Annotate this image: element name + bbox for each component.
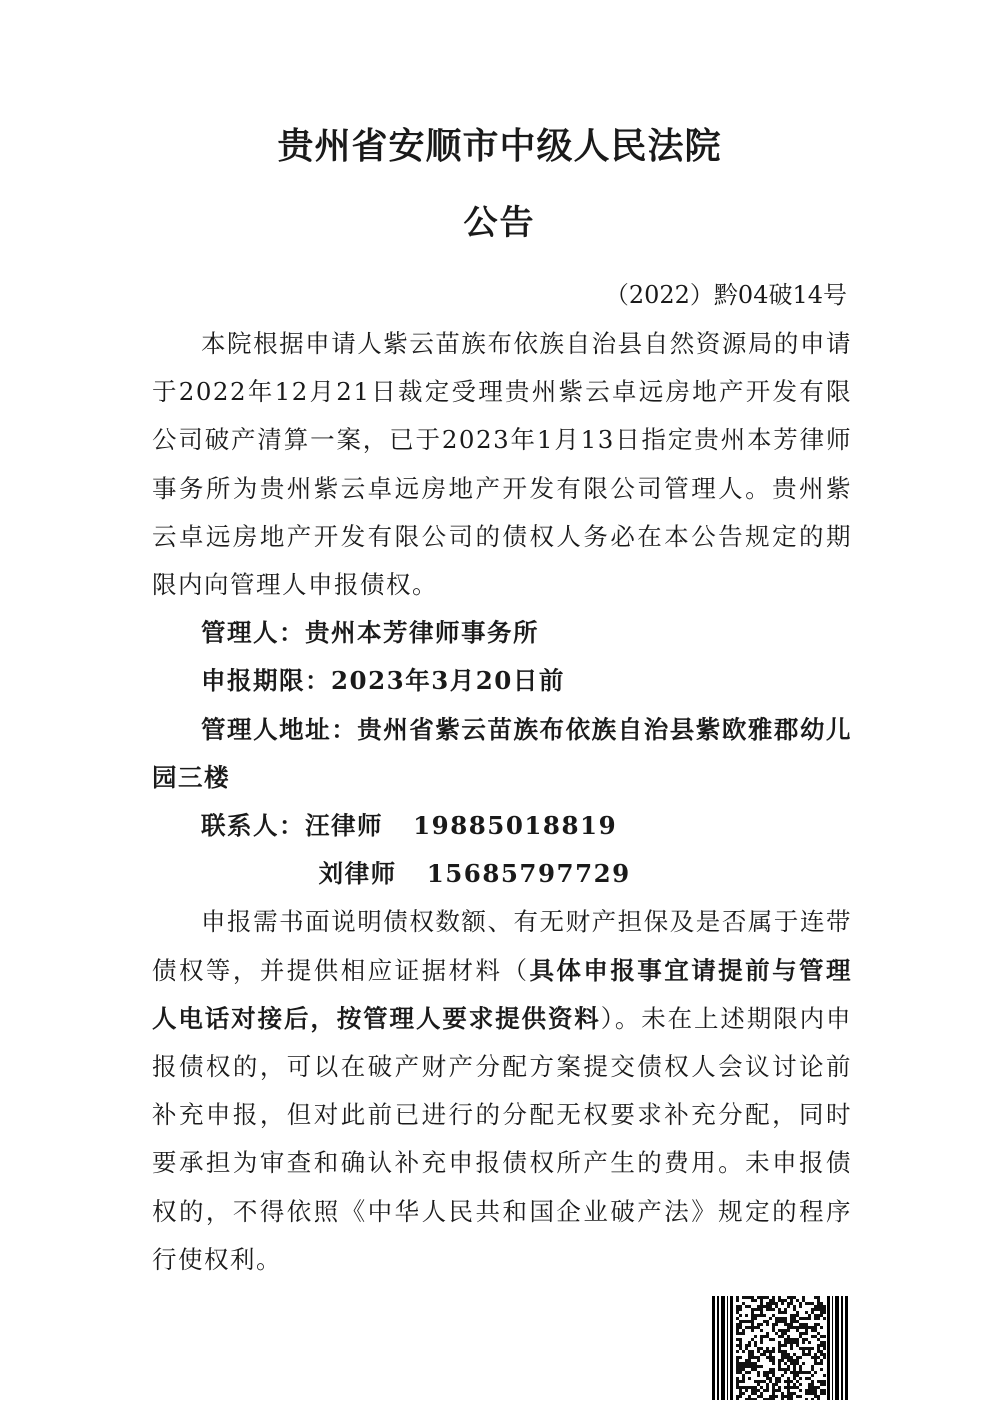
- deadline-value: 2023年3月20日前: [331, 666, 565, 696]
- filing-text-start: 申报需书面说明债权数额、有无财产担保及是否属于连带债权等，并提供相应证据材料（: [152, 907, 852, 985]
- contact-label: 联系人：: [201, 811, 305, 841]
- contact-2-phone: 15685797729: [426, 859, 631, 889]
- deadline-label: 申报期限：: [201, 666, 331, 696]
- deadline-line: [152, 657, 852, 705]
- barcode-pattern: [736, 1296, 826, 1400]
- court-name: 贵州省安顺市中级人民法院: [277, 126, 722, 167]
- contact-1-phone: 19885018819: [413, 811, 618, 841]
- administrator-label: 管理人：: [201, 618, 305, 648]
- address-value: 贵州省紫云苗族布依族自治县紫欧雅郡幼儿园三楼: [152, 714, 852, 792]
- address-label: 管理人地址：: [201, 714, 358, 744]
- document-type-title: 公告: [463, 203, 536, 243]
- contact-2-name: 刘律师: [318, 859, 397, 889]
- filing-text-bold: 具体申报事宜请提前与管理人电话对接后，按管理人要求提供资料: [152, 955, 853, 1033]
- case-number: （2022）黔04破14号: [604, 281, 847, 309]
- barcode-image: [712, 1296, 848, 1400]
- administrator-value: 贵州本芳律师事务所: [305, 618, 539, 648]
- contact-1-name: 汪律师: [305, 811, 383, 841]
- paragraph-acceptance: 本院根据申请人紫云苗族布依族自治县自然资源局的申请于2022年12月21日裁定受理贵州紫云卓远房地产开发有限公司破产清算一案，已于2023年1月13日指定贵州本芳律师事务所为贵州紫云卓远房地产开发有限公司管理人。贵州紫云卓远房地产开发有限公司的债权人务必在本公告规定的期限内向管理人申报债权。: [152, 329, 852, 600]
- administrator-line: [152, 609, 852, 657]
- filing-text-end: ）。未在上述期限内申报债权的，可以在破产财产分配方案提交债权人会议讨论前补充申报，但对此前已进行的分配无权要求补充分配，同时要承担为审查和确认补充申报债权所产生的费用。未申报债权的，不得依照《中华人民共和国企业破产法》规定的程序行使权利。: [152, 1003, 853, 1274]
- announcement-body: [152, 320, 852, 1284]
- contact-line-2: [152, 850, 852, 898]
- paragraph-filing-requirements: [152, 898, 852, 1284]
- address-line: [152, 706, 852, 802]
- contact-line-1: [152, 802, 852, 850]
